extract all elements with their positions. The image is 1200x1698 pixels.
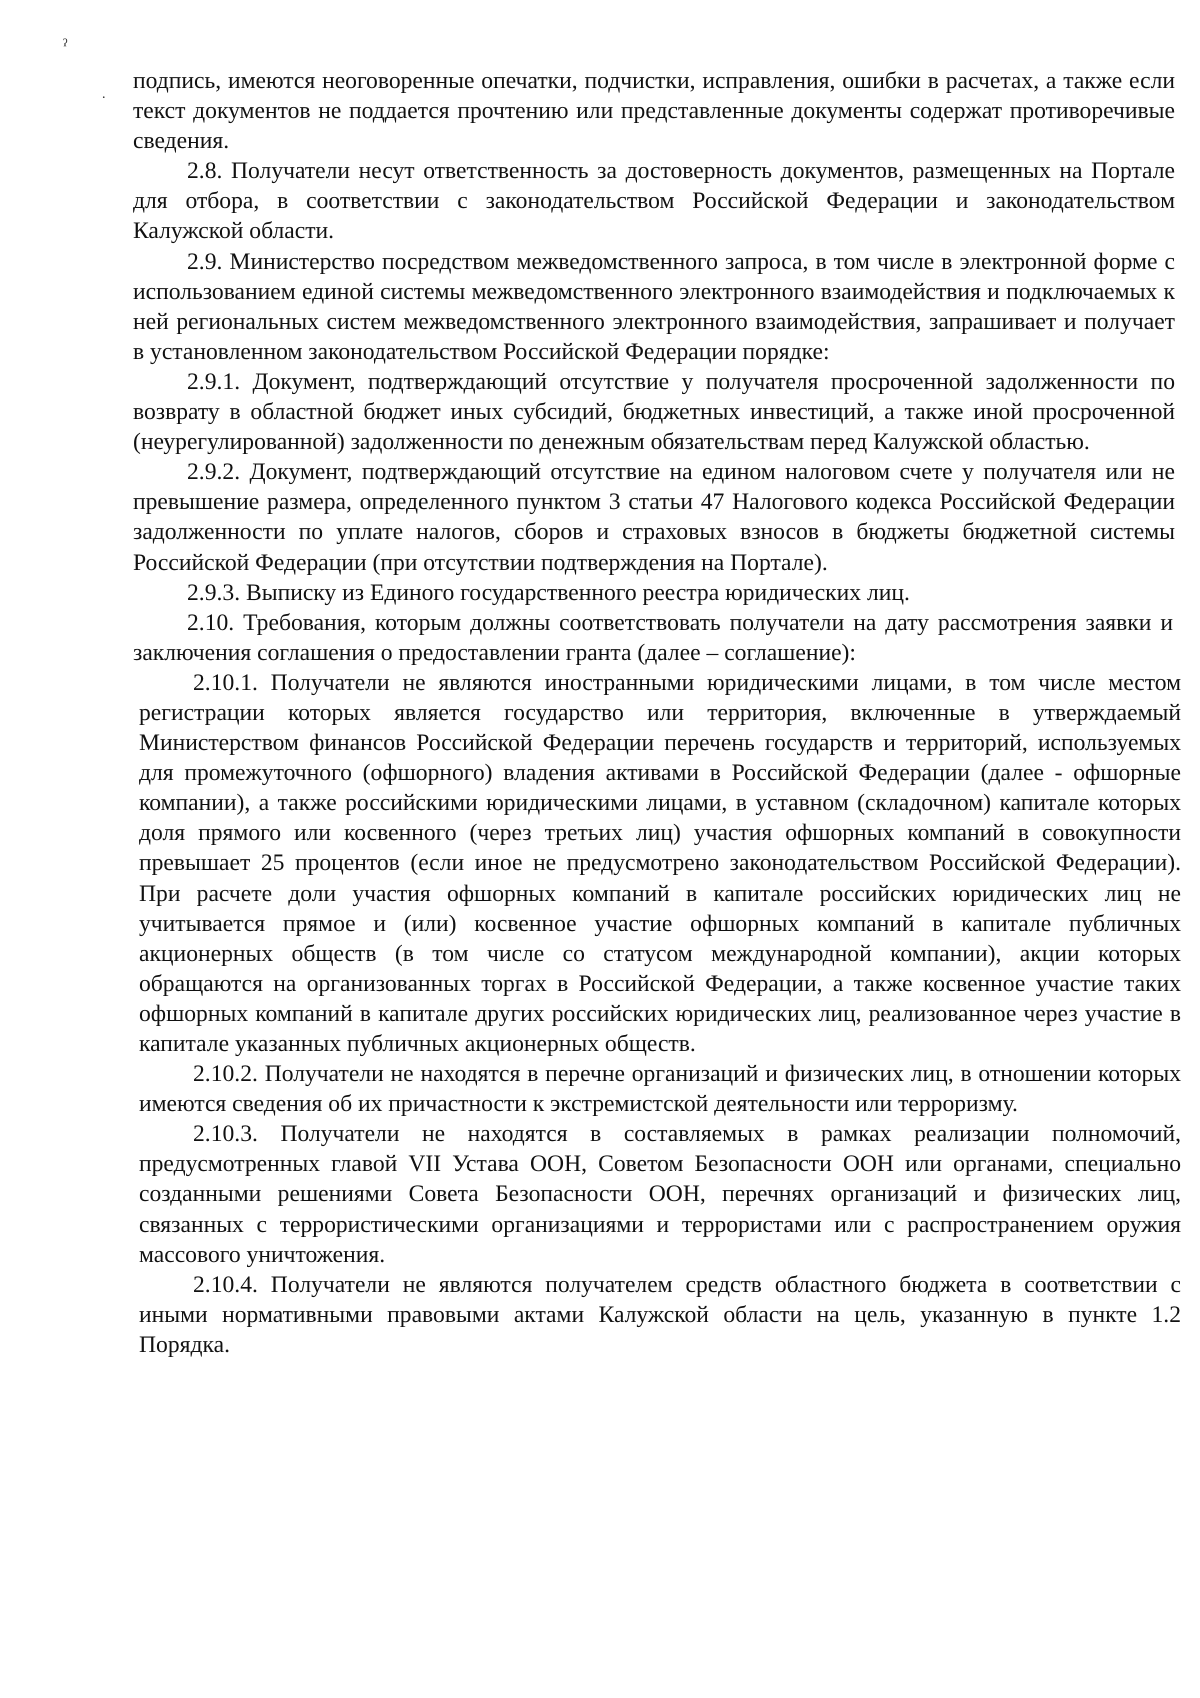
scan-mark: ˀ [63,35,68,55]
paragraph-2-9-1: 2.9.1. Документ, подтверждающий отсутствие у получателя просроченной задолженности по возврату в областной бюджет иных субсидий, бюджетных инвестиций, а также иной просроченной (неурегулированной) задолженности по денежным обязательствам перед Калужской областью. [133,368,1175,456]
paragraph-2-9-3: 2.9.3. Выписку из Единого государственного реестра юридических лиц. [187,579,910,606]
paragraph-2-10-3: 2.10.3. Получатели не находятся в составляемых в рамках реализации полномочий, предусмотренных главой VII Устава ООН, Советом Безопасности ООН или органами, специально созданными решениями Совета Безопасности ООН, перечнях организаций и физических лиц, связанных с террористическими организациями и террористами или с распространением оружия массового уничтожения. [139,1121,1181,1268]
document-page [133,66,1181,1360]
paragraph-2-9: 2.9. Министерство посредством межведомственного запроса, в том числе в электронной форме с использованием единой системы межведомственного электронного взаимодействия и подключаемых к ней региональных систем межведомственного электронного взаимодействия, запрашивает и получает в установленном законодательством Российской Федерации порядке: [133,248,1175,365]
paragraph-2-8: 2.8. Получатели несут ответственность за достоверность документов, размещенных на Портале для отбора, в соответствии с законодательством Российской Федерации и законодательством Калужской области. [133,158,1175,245]
paragraph-continuation: подпись, имеются неоговоренные опечатки, подчистки, исправления, ошибки в расчетах, а также если текст документов не поддается прочтению или представленные документы содержат противоречивые сведения. [133,68,1175,155]
paragraph-2-10-4: 2.10.4. Получатели не являются получателем средств областного бюджета в соответствии с иными нормативными правовыми актами Калужской области на цель, указанную в пункте 1.2 Порядка. [139,1271,1181,1358]
subsection-2-10 [139,668,1181,1360]
paragraph-2-10-1: 2.10.1. Получатели не являются иностранными юридическими лицами, в том числе местом регистрации которых является государство или территория, включенные в утверждаемый Министерством финансов Российской Федерации перечень государств и территорий, используемых для промежуточного (офшорного) владения активами в Российской Федерации (далее - офшорные компании), а также российскими юридическими лицами, в уставном (складочном) капитале которых доля прямого или косвенного (через третьих лиц) участия офшорных компаний в совокупности превышает 25 процентов (если иное не предусмотрено законодательством Российской Федерации). При расчете доли участия офшорных компаний в капитале российских юридических лиц не учитывается прямое и (или) косвенное участие офшорных компаний в капитале публичных акционерных обществ (в том числе со статусом международной компании), акции которых обращаются на организованных торгах в Российской Федерации, а также косвенное участие таких офшорных компаний в капитале других российских юридических лиц, реализованное через участие в капитале указанных публичных акционерных обществ. [139,669,1181,1057]
paragraph-2-10: 2.10. Требования, которым должны соответствовать получатели на дату рассмотрения заявки и заключения соглашения о предоставлении гранта (далее – соглашение): [133,609,1173,666]
paragraph-2-9-2: 2.9.2. Документ, подтверждающий отсутствие на едином налоговом счете у получателя или не превышение размера, определенного пунктом 3 статьи 47 Налогового кодекса Российской Федерации задолженности по уплате налогов, сборов и страховых взносов в бюджеты бюджетной системы Российской Федерации (при отсутствии подтверждения на Портале). [133,459,1175,576]
paragraph-2-10-2: 2.10.2. Получатели не находятся в перечне организаций и физических лиц, в отношении которых имеются сведения об их причастности к экстремистской деятельности или терроризму. [139,1061,1181,1118]
scan-dot: . [102,87,106,102]
